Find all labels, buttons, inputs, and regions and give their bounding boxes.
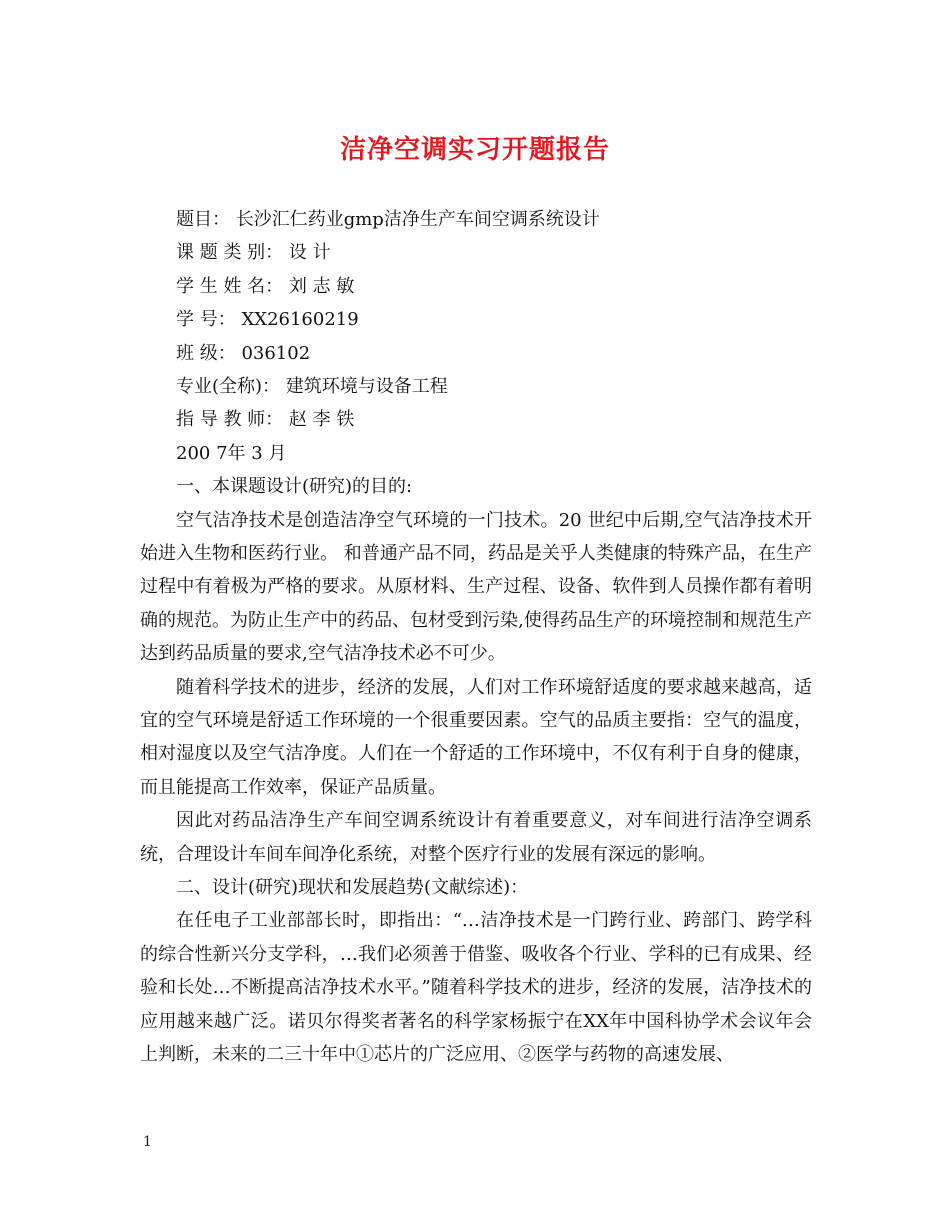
section-heading-purpose: 一、本课题设计(研究)的目的: <box>176 476 413 498</box>
info-class: 班 级： 036102 <box>176 342 311 364</box>
section-heading-review: 二、设计(研究)现状和发展趋势(文献综述)： <box>176 876 529 898</box>
document-title: 洁净空调实习开题报告 <box>339 135 610 165</box>
info-topic: 题目： 长沙汇仁药业gmp洁净生产车间空调系统设计 <box>176 209 600 230</box>
info-date: 200 7年 3 月 <box>176 442 287 464</box>
paragraph-purpose-3: 因此对药品洁净生产车间空调系统设计有着重要意义，对车间进行洁净空调系统，合理设计车间车间净化系统，对整个医疗行业的发展有深远的影响。 <box>140 810 812 865</box>
info-advisor: 指 导 教 师： 赵 李 铁 <box>176 409 355 431</box>
info-student-name: 学 生 姓 名： 刘 志 敏 <box>176 275 355 297</box>
info-category: 课 题 类 别： 设 计 <box>176 242 331 264</box>
info-student-id: 学 号： XX26160219 <box>176 309 359 331</box>
info-major: 专业(全称)： 建筑环境与设备工程 <box>176 375 448 397</box>
paragraph-review-1: 在任电子工业部部长时，即指出：“…洁净技术是一门跨行业、跨部门、跨学科的综合性新兴分支学科，…我们必须善于借鉴、吸收各个行业、学科的已有成果、经验和长处…不断提高洁净技术水平。”随着科学技术的进步，经济的发展，洁净技术的应用越来越广泛。诺贝尔得奖者著名的科学家杨振宁在XX年中国科协学术会议年会上判断，未来的二三十年中①芯片的广泛应用、②医学与药物的高速发展、 <box>140 910 812 1065</box>
page-number: 1 <box>143 1134 152 1150</box>
paragraph-purpose-1: 空气洁净技术是创造洁净空气环境的一门技术。20 世纪中后期,空气洁净技术开始进入生物和医药行业。 和普通产品不同，药品是关乎人类健康的特殊产品，在生产过程中有着极为严格的要求。从原材料、生产过程、设备、软件到人员操作都有着明确的规范。为防止生产中的药品、包材受到污染,使得药品生产的环境控制和规范生产达到药品质量的要求,空气洁净技术必不可少。 <box>140 509 812 665</box>
document-body <box>140 203 812 1071</box>
paragraph-purpose-2: 随着科学技术的进步，经济的发展，人们对工作环境舒适度的要求越来越高，适宜的空气环境是舒适工作环境的一个很重要因素。空气的品质主要指：空气的温度，相对湿度以及空气洁净度。人们在一个舒适的工作环境中，不仅有利于自身的健康，而且能提高工作效率，保证产品质量。 <box>140 676 812 798</box>
